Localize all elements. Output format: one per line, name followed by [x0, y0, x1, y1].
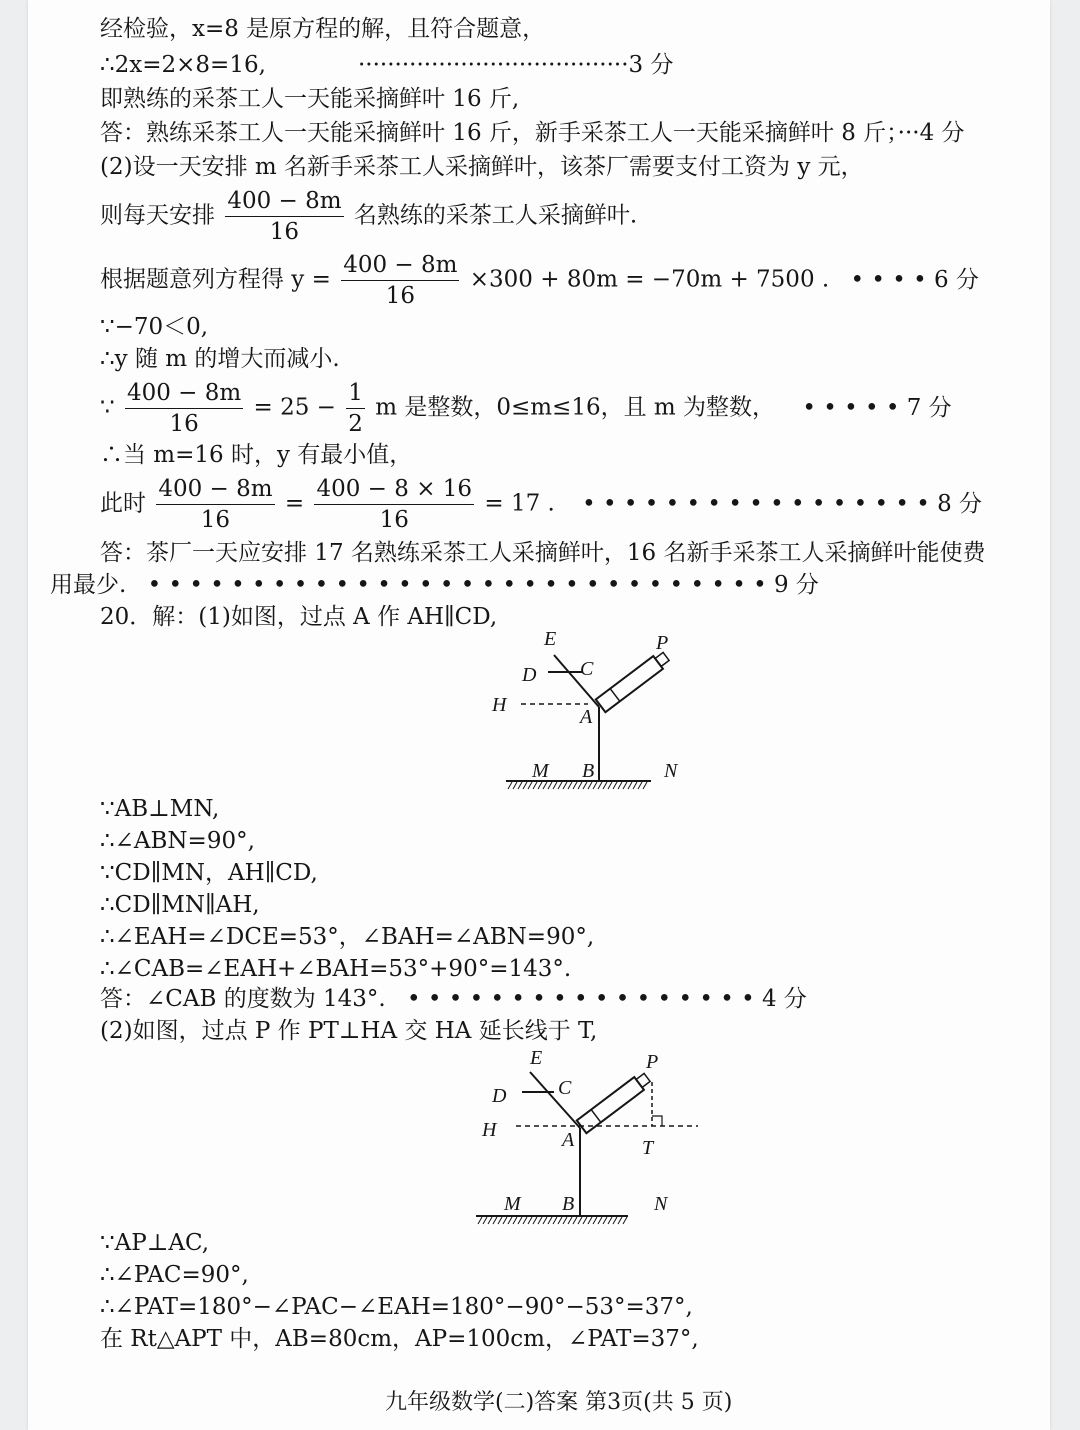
right-angle-mark: [652, 1116, 662, 1126]
integer-equals: = 25 −: [253, 394, 336, 421]
fraction-denominator: 16: [169, 411, 199, 437]
line-2x-text: ∴2x=2×8=16,: [100, 52, 266, 78]
fraction-half: [346, 378, 365, 439]
label-p: P: [646, 1051, 659, 1073]
label-a: A: [562, 1129, 575, 1151]
answer-page: [28, 0, 1050, 1430]
label-h: H: [492, 694, 507, 716]
label-d: D: [522, 664, 537, 686]
fraction-denominator: 16: [385, 283, 415, 309]
line-rt-apt: 在 Rt△APT 中，AB=80cm，AP=100cm，∠PAT=37°,: [100, 1326, 699, 1352]
line-decreasing: ∴y 随 m 的增大而减小.: [100, 346, 340, 372]
camera-body: [577, 1071, 652, 1133]
fraction-denominator: 2: [348, 411, 363, 437]
label-b: B: [582, 760, 595, 782]
label-c: C: [580, 658, 594, 680]
fraction-numerator: 400 − 8m: [341, 250, 459, 281]
line-answer-1: 答：熟练采茶工人一天能采摘鲜叶 16 斤，新手采茶工人一天能采摘鲜叶 8 斤；···4 分: [100, 120, 965, 146]
line-part2-setup: (2)设一天安排 m 名新手采茶工人采摘鲜叶，该茶厂需要支付工资为 y 元，: [100, 154, 864, 180]
substitute-result: = 17 .: [484, 490, 555, 517]
line-substitute: [100, 474, 982, 535]
because-symbol: ∵: [100, 394, 115, 421]
line-cab: ∴∠CAB=∠EAH+∠BAH=53°+90°=143°.: [100, 956, 572, 982]
equation-lead: 根据题意列方程得 y =: [100, 266, 331, 293]
answer-3-text: 答：∠CAB 的度数为 143°.: [100, 986, 386, 1012]
line-2x: [100, 50, 266, 80]
label-c: C: [558, 1077, 572, 1099]
equation-tail: ×300 + 80m = −70m + 7500 .: [469, 266, 830, 293]
fraction-numerator: 400 − 8m: [225, 186, 343, 217]
fraction-substitute-1: [156, 474, 274, 535]
label-a: A: [580, 706, 593, 728]
line-angles: ∴∠EAH=∠DCE=53°，∠BAH=∠ABN=90°,: [100, 924, 595, 950]
fraction-denominator: 16: [269, 219, 300, 245]
line-pat: ∴∠PAT=180°−∠PAC−∠EAH=180°−90°−53°=37°,: [100, 1294, 693, 1320]
ground-hatch: [508, 782, 647, 789]
figure-1: [456, 625, 686, 797]
label-m: M: [504, 1193, 521, 1215]
line-arrange: [100, 186, 637, 247]
line-verify: 经检验，x=8 是原方程的解，且符合题意，: [100, 16, 546, 42]
label-d: D: [492, 1085, 507, 1107]
substitute-equals: =: [284, 490, 305, 517]
score-3-a: ·····································3 分: [358, 52, 674, 78]
score-8: • • • • • • • • • • • • • • • • • 8 分: [582, 490, 983, 517]
line-ap-perp: ∵AP⊥AC,: [100, 1230, 210, 1256]
fraction-denominator: 16: [200, 507, 231, 533]
fraction-denominator: 16: [379, 507, 409, 533]
fraction-skilled-count: [225, 186, 343, 247]
line-negative-slope: ∵−70＜0,: [100, 314, 209, 340]
line-integer: [100, 378, 952, 439]
camera-body: [596, 650, 671, 712]
line-parallel-2: ∴CD∥MN∥AH,: [100, 892, 260, 918]
score-4-b: • • • • • • • • • • • • • • • • • 4 分: [407, 986, 807, 1012]
substitute-lead: 此时: [100, 490, 146, 517]
line-answer-2: 答：茶厂一天应安排 17 名熟练采茶工人采摘鲜叶，16 名新手采茶工人采摘鲜叶能使费: [100, 540, 986, 566]
line-q20-intro: 20．解：(1)如图，过点 A 作 AH∥CD,: [100, 604, 498, 630]
fraction-numerator: 400 − 8 × 16: [314, 474, 474, 505]
line-arrange-tail: 名熟练的采茶工人采摘鲜叶.: [353, 202, 638, 229]
label-n: N: [664, 760, 678, 782]
label-h: H: [482, 1119, 497, 1141]
label-e: E: [544, 628, 557, 650]
score-9: • • • • • • • • • • • • • • • • • • • • • • • • • • • • • • 9 分: [147, 572, 819, 598]
line-answer-2-cont: [50, 570, 819, 600]
label-e: E: [530, 1047, 543, 1069]
line-min-value: ∴当 m=16 时，y 有最小值，: [100, 442, 413, 468]
fraction-substitute-2: [314, 474, 474, 535]
label-t: T: [642, 1137, 654, 1159]
line-answer-3: [100, 984, 807, 1014]
label-p: P: [656, 632, 669, 654]
line-part2-q20: (2)如图，过点 P 作 PT⊥HA 交 HA 延长线于 T,: [100, 1018, 598, 1044]
label-n: N: [654, 1193, 668, 1215]
line-equation: [100, 250, 979, 311]
answer-2-tail: 用最少.: [50, 572, 127, 598]
fraction-numerator: 400 − 8m: [156, 474, 274, 505]
line-arrange-text: 则每天安排: [100, 202, 215, 229]
fraction-integer-lhs: [125, 378, 243, 439]
fraction-equation: [341, 250, 459, 311]
figure-2: [446, 1042, 706, 1232]
label-b: B: [562, 1193, 575, 1215]
arm-ae: [530, 1072, 580, 1128]
line-abn-90: ∴∠ABN=90°,: [100, 828, 255, 854]
label-m: M: [532, 760, 549, 782]
fraction-numerator: 1: [346, 378, 365, 409]
score-6: • • • • 6 分: [850, 266, 979, 293]
integer-condition: m 是整数，0≤m≤16，且 m 为整数，: [375, 394, 776, 421]
line-parallel-1: ∵CD∥MN，AH∥CD,: [100, 860, 318, 886]
page-footer: 九年级数学(二)答案 第3页(共 5 页): [385, 1390, 733, 1415]
line-ab-perp: ∵AB⊥MN,: [100, 796, 220, 822]
score-7: • • • • • 7 分: [802, 394, 952, 421]
line-pac-90: ∴∠PAC=90°,: [100, 1262, 249, 1288]
ground-hatch: [478, 1217, 627, 1224]
line-skilled-16: 即熟练的采茶工人一天能采摘鲜叶 16 斤,: [100, 86, 520, 112]
fraction-numerator: 400 − 8m: [125, 378, 243, 409]
